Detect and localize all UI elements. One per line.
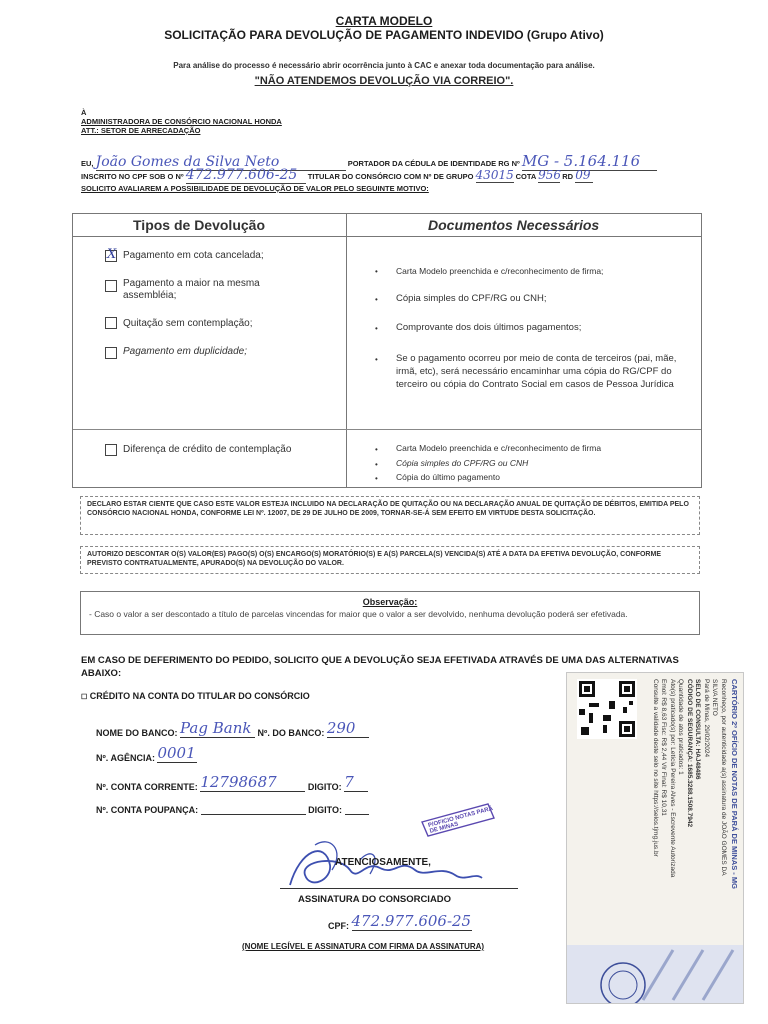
authorization-box: AUTORIZO DESCONTAR O(S) VALOR(ES) PAGO(S) O(S) ENCARGO(S) MORATÓRIO(S) E A(S) PARCELA(S) VENCIDA(S) ATÉ A DATA DA EFETIVA DEVOLUÇÃO, CONFORME PREVISTO CONTRATUALMENTE, APURADO(S) NA DEVOLUÇÃO DO VALOR. (80, 546, 700, 574)
doc-item: Carta Modelo preenchida e c/reconhecimento de firma; (396, 266, 604, 276)
group-field[interactable]: 43015 (475, 168, 514, 182)
col-header-documents: Documentos Necessários (428, 217, 600, 233)
addressee-line1: ADMINISTRADORA DE CONSÓRCIO NACIONAL HONDA (81, 117, 282, 126)
notary-line: CÓDIGO DE SEGURANÇA: 1685.3288.1508.7942 (686, 679, 693, 828)
rd-label: RD (562, 172, 574, 181)
cpf-label: INSCRITO NO CPF SOB O Nº (81, 172, 184, 181)
bullet: • (375, 474, 378, 483)
checkbox-settlement[interactable] (105, 317, 117, 329)
option-contemplation-difference: Diferença de crédito de contemplação (123, 444, 292, 455)
notary-line: Emol: R$ 8,63 Fisc: R$ 2,44 Vlr Final: R$ 10,31 (660, 679, 668, 816)
notary-stamp (418, 800, 498, 840)
bullet: • (375, 267, 378, 276)
bullet: • (375, 460, 378, 469)
table-divider (73, 429, 701, 430)
notary-line: Pará de Minas, 29/02/2024 (703, 679, 710, 758)
doc-item: Cópia do último pagamento (396, 472, 500, 482)
doc-item: Se o pagamento ocorreu por meio de conta de terceiros (pai, mãe, irmã, etc), será necessário encaminhar uma cópia do RG/CPF do terceiro ou cópia do Contrato Social em casos de Pessoa Jurídica (396, 353, 677, 390)
option-overpayment: Pagamento a maior na mesma assembléia; (123, 278, 260, 301)
checkbox-cancelled-quota[interactable] (105, 247, 117, 262)
agency-row (96, 744, 197, 763)
signature-line (280, 888, 518, 889)
name-field[interactable]: João Gomes da Silva Neto (96, 154, 346, 171)
digit-label: DIGITO: (307, 782, 342, 792)
table-divider (346, 214, 347, 487)
doc-item: Cópia simples do CPF/RG ou CNH (396, 458, 529, 468)
notary-line: SILVA NETO (711, 679, 719, 716)
rg-field[interactable]: MG - 5.164.116 (522, 152, 657, 171)
signature-footer: (NOME LEGÍVEL E ASSINATURA COM FIRMA DA ASSINATURA) (242, 942, 485, 951)
signature-cpf-label: CPF: (328, 921, 349, 931)
bullet: • (375, 355, 378, 364)
credit-option: ☐ CRÉDITO NA CONTA DO TITULAR DO CONSÓRCIO (81, 691, 310, 701)
bank-name-row (96, 719, 369, 738)
notary-seal-content (567, 673, 743, 1003)
savings-digit-field[interactable] (345, 804, 369, 815)
signature-cpf-field[interactable]: 472.977.606-25 (351, 912, 472, 930)
return-types-table (72, 213, 702, 488)
signature-cpf-row (328, 912, 472, 931)
credit-option-label: CRÉDITO NA CONTA DO TITULAR DO CONSÓRCIO (89, 691, 310, 701)
qr-code-icon (577, 679, 637, 739)
bullet: • (375, 295, 378, 304)
bullet: • (375, 324, 378, 333)
account-label: Nº. CONTA CORRENTE: (96, 782, 198, 792)
notary-line: Reconheço, por autenticidade a(s) assinatura de JOÃO GOMES DA (720, 679, 727, 876)
doc-item: Cópia simples do CPF/RG ou CNH; (396, 293, 547, 304)
savings-field[interactable] (201, 804, 306, 815)
no-mail-notice: "NÃO ATENDEMOS DEVOLUÇÃO VIA CORREIO". (254, 75, 514, 87)
digit-field[interactable]: 7 (344, 773, 368, 792)
document-subtitle: SOLICITAÇÃO PARA DEVOLUÇÃO DE PAGAMENTO INDEVIDO (Grupo Ativo) (164, 28, 604, 42)
account-row (96, 773, 368, 792)
account-field[interactable]: 12798687 (200, 773, 305, 792)
notary-line: Consulte a validade deste selo no site https://selos.tjmg.jus.br (652, 679, 659, 857)
checkbox-contemplation-difference[interactable] (105, 444, 117, 456)
bank-name-field[interactable]: Pag Bank (180, 719, 255, 738)
option-duplicate: Pagamento em duplicidade; (123, 346, 247, 357)
document-title: CARTA MODELO (335, 14, 433, 28)
signature-label: ASSINATURA DO CONSORCIADO (298, 894, 452, 905)
cpf-field[interactable]: 472.977.606-25 (186, 167, 306, 184)
deferment-text: EM CASO DE DEFERIMENTO DO PEDIDO, SOLICITO QUE A DEVOLUÇÃO SEJA EFETIVADA ATRAVÉS DE UMA DAS ALTERNATIVAS ABAIXO: (81, 655, 679, 679)
option-settlement: Quitação sem contemplação; (123, 318, 253, 329)
eu-label: EU, (81, 159, 94, 168)
savings-row (96, 804, 369, 815)
cota-field[interactable]: 956 (538, 168, 562, 182)
addressee-block (81, 108, 282, 135)
declaration-box: DECLARO ESTAR CIENTE QUE CASO ESTE VALOR ESTEJA INCLUIDO NA DECLARAÇÃO DE QUITAÇÃO OU NA DECLARAÇÃO ANUAL DE QUITAÇÃO DE DÉBITOS, EMITIDA PELO CONSÓRCIO NACIONAL HONDA, CONFORME LEI Nº. 12007, DE 29 DE JULHO DE 2009, TORNAR-SE-Á SEM EFEITO EM VIRTUDE DESTA SOLICITAÇÃO. (80, 496, 700, 535)
savings-label: Nº. CONTA POUPANÇA: (96, 805, 199, 815)
bank-no-label: Nº. DO BANCO: (257, 728, 325, 738)
notary-line: SELO DE CONSULTA: HAJ48486 (694, 679, 702, 780)
cota-label: COTA (515, 172, 537, 181)
checkbox-duplicate[interactable] (105, 347, 117, 359)
stamp-text: P/OFICIO NOTAS PARÁ DE MINAS (427, 805, 494, 835)
observation-title: Observação: (362, 597, 418, 607)
notary-line: Ato(s) praticado(s) por: Letícia Pereira Alves - Escrevente Autorizada (669, 679, 676, 878)
savings-digit-label: DIGITO: (308, 805, 342, 815)
intro-text: Para análise do processo é necessário abrir ocorrência junto à CAC e anexar toda documentação para análise. (173, 61, 595, 70)
regards-text: ATENCIOSAMENTE, (335, 857, 431, 868)
doc-item: Carta Modelo preenchida e c/reconhecimento de firma (396, 443, 602, 453)
identity-line-2 (81, 167, 593, 184)
bullet: • (375, 445, 378, 454)
notary-line: Quantidade de atos praticados: 1 (677, 679, 685, 775)
seal-emblem (567, 945, 743, 1003)
option-cancelled-quota: Pagamento em cota cancelada; (123, 250, 264, 261)
notary-seal (566, 672, 744, 1004)
notary-title: CARTÓRIO 2º OFÍCIO DE NOTAS DE PARÁ DE MINAS - MG (730, 679, 739, 889)
checkbox-mark: X (107, 247, 117, 262)
doc-item: Comprovante dos dois últimos pagamentos; (396, 322, 582, 333)
rd-field[interactable]: 09 (575, 168, 593, 183)
checkbox-overpayment[interactable] (105, 280, 117, 292)
addressee-line2: ATT.: SETOR DE ARRECADAÇÃO (81, 126, 201, 135)
table-divider (73, 236, 701, 237)
observation-text: - Caso o valor a ser descontado a título de parcelas vincendas for maior que o valor a ser devolvido, nenhuma devolução poderá ser efetivada. (89, 609, 628, 619)
motive-text: SOLICITO AVALIAREM A POSSIBILIDADE DE DEVOLUÇÃO DE VALOR PELO SEGUINTE MOTIVO: (81, 184, 429, 193)
agency-label: Nº. AGÊNCIA: (96, 753, 155, 763)
col-header-types: Tipos de Devolução (133, 217, 265, 233)
observation-box (80, 591, 700, 635)
bank-name-label: NOME DO BANCO: (96, 728, 178, 738)
notary-text (651, 679, 728, 939)
bank-no-field[interactable]: 290 (327, 719, 369, 738)
agency-field[interactable]: 0001 (157, 744, 196, 762)
rg-label: PORTADOR DA CÉDULA DE IDENTIDADE RG Nº (347, 159, 520, 168)
addressee-to: À (81, 108, 87, 117)
group-label: TITULAR DO CONSÓRCIO COM Nº DE GRUPO (307, 172, 474, 181)
